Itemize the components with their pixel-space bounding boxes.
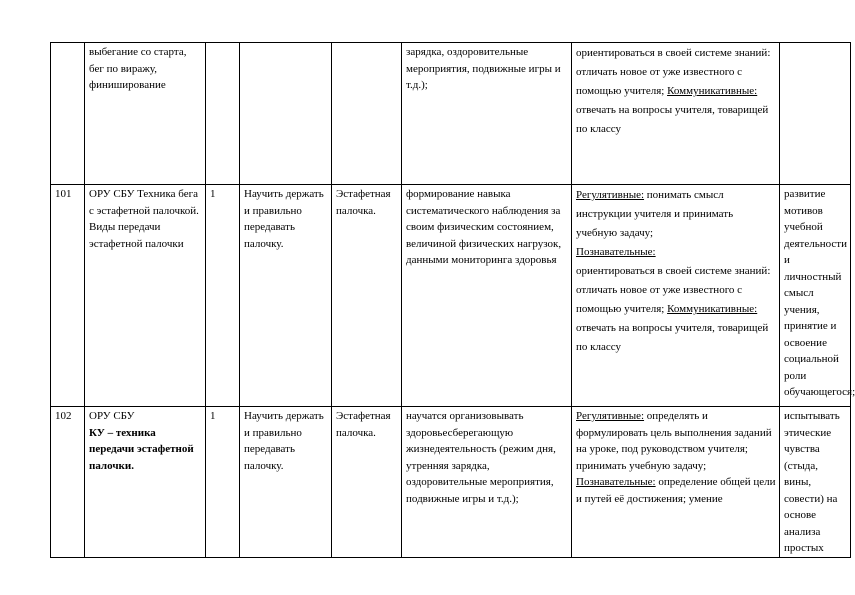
hours-cell: 1 xyxy=(206,185,240,407)
lesson-type-cell: Эстафетная палочка. xyxy=(332,185,402,407)
uud-text: отвечать на вопросы учителя, товарищей по классу xyxy=(576,104,769,135)
lesson-type-cell: Эстафетная палочка. xyxy=(332,407,402,558)
lesson-topic-cell xyxy=(85,407,206,558)
uud-label-communicative: Коммуникативные: xyxy=(667,85,758,97)
uud-label-regulatory: Регулятивные: xyxy=(576,410,645,422)
content-cell: научатся организовывать здоровьесберегающую жизнедеятельность (режим дня, утренняя зарядка, оздоровительные мероприятия, подвижные игры и т.д.); xyxy=(402,407,572,558)
table-row xyxy=(51,43,851,185)
lesson-number-cell: 102 xyxy=(51,407,85,558)
uud-text: отвечать на вопросы учителя, товарищей по классу xyxy=(576,322,769,353)
uud-cell xyxy=(572,407,780,558)
lesson-number-cell xyxy=(51,43,85,185)
content-cell: зарядка, оздоровительные мероприятия, подвижные игры и т.д.); xyxy=(402,43,572,185)
uud-label-regulatory: Регулятивные: xyxy=(576,189,645,201)
lesson-type-cell xyxy=(332,43,402,185)
content-cell: формирование навыка систематического наблюдения за своим физическим состоянием, величиной физических нагрузок, данными мониторинга здоровья xyxy=(402,185,572,407)
uud-text: понимать смысл инструкции учителя и принимать учебную задачу; xyxy=(576,189,734,239)
lesson-plan-table xyxy=(50,42,855,558)
uud-text: ориентироваться в своей системе знаний: отличать новое от уже известного с помощью учителя; xyxy=(576,47,771,97)
table-row xyxy=(51,407,851,558)
table-row xyxy=(51,185,851,407)
hours-cell xyxy=(206,43,240,185)
lesson-number-cell: 101 xyxy=(51,185,85,407)
uud-label-cognitive: Познавательные: xyxy=(576,246,656,258)
personal-results-cell: испытывать этические чувства (стыда, вины, совести) на основе анализа простых xyxy=(780,407,851,558)
lesson-goal-cell: Научить держать и правильно передавать палочку. xyxy=(240,407,332,558)
uud-text: определение общей цели и путей её достижения; умение xyxy=(576,476,776,505)
uud-label-cognitive: Познавательные: xyxy=(576,476,656,488)
lesson-topic-cell: ОРУ СБУ Техника бега с эстафетной палочкой. Виды передачи эстафетной палочки xyxy=(85,185,206,407)
uud-label-communicative: Коммуникативные: xyxy=(667,303,758,315)
uud-text: определять и формулировать цель выполнения заданий на уроке, под руководством учителя; принимать учебную задачу; xyxy=(576,410,772,472)
personal-results-cell xyxy=(780,43,851,185)
uud-cell xyxy=(572,43,780,185)
uud-cell xyxy=(572,185,780,407)
topic-line: ОРУ СБУ xyxy=(89,410,135,422)
lesson-goal-cell: Научить держать и правильно передавать палочку. xyxy=(240,185,332,407)
uud-text: ориентироваться в своей системе знаний: отличать новое от уже известного с помощью учителя; xyxy=(576,265,771,315)
lesson-goal-cell xyxy=(240,43,332,185)
personal-results-cell: развитие мотивов учебной деятельности и личностный смысл учения, принятие и освоение социальной роли обучающегося; xyxy=(780,185,851,407)
lesson-topic-cell: выбегание со старта, бег по виражу, финиширование xyxy=(85,43,206,185)
topic-bold-line: КУ – техника передачи эстафетной палочки. xyxy=(89,426,194,472)
hours-cell: 1 xyxy=(206,407,240,558)
